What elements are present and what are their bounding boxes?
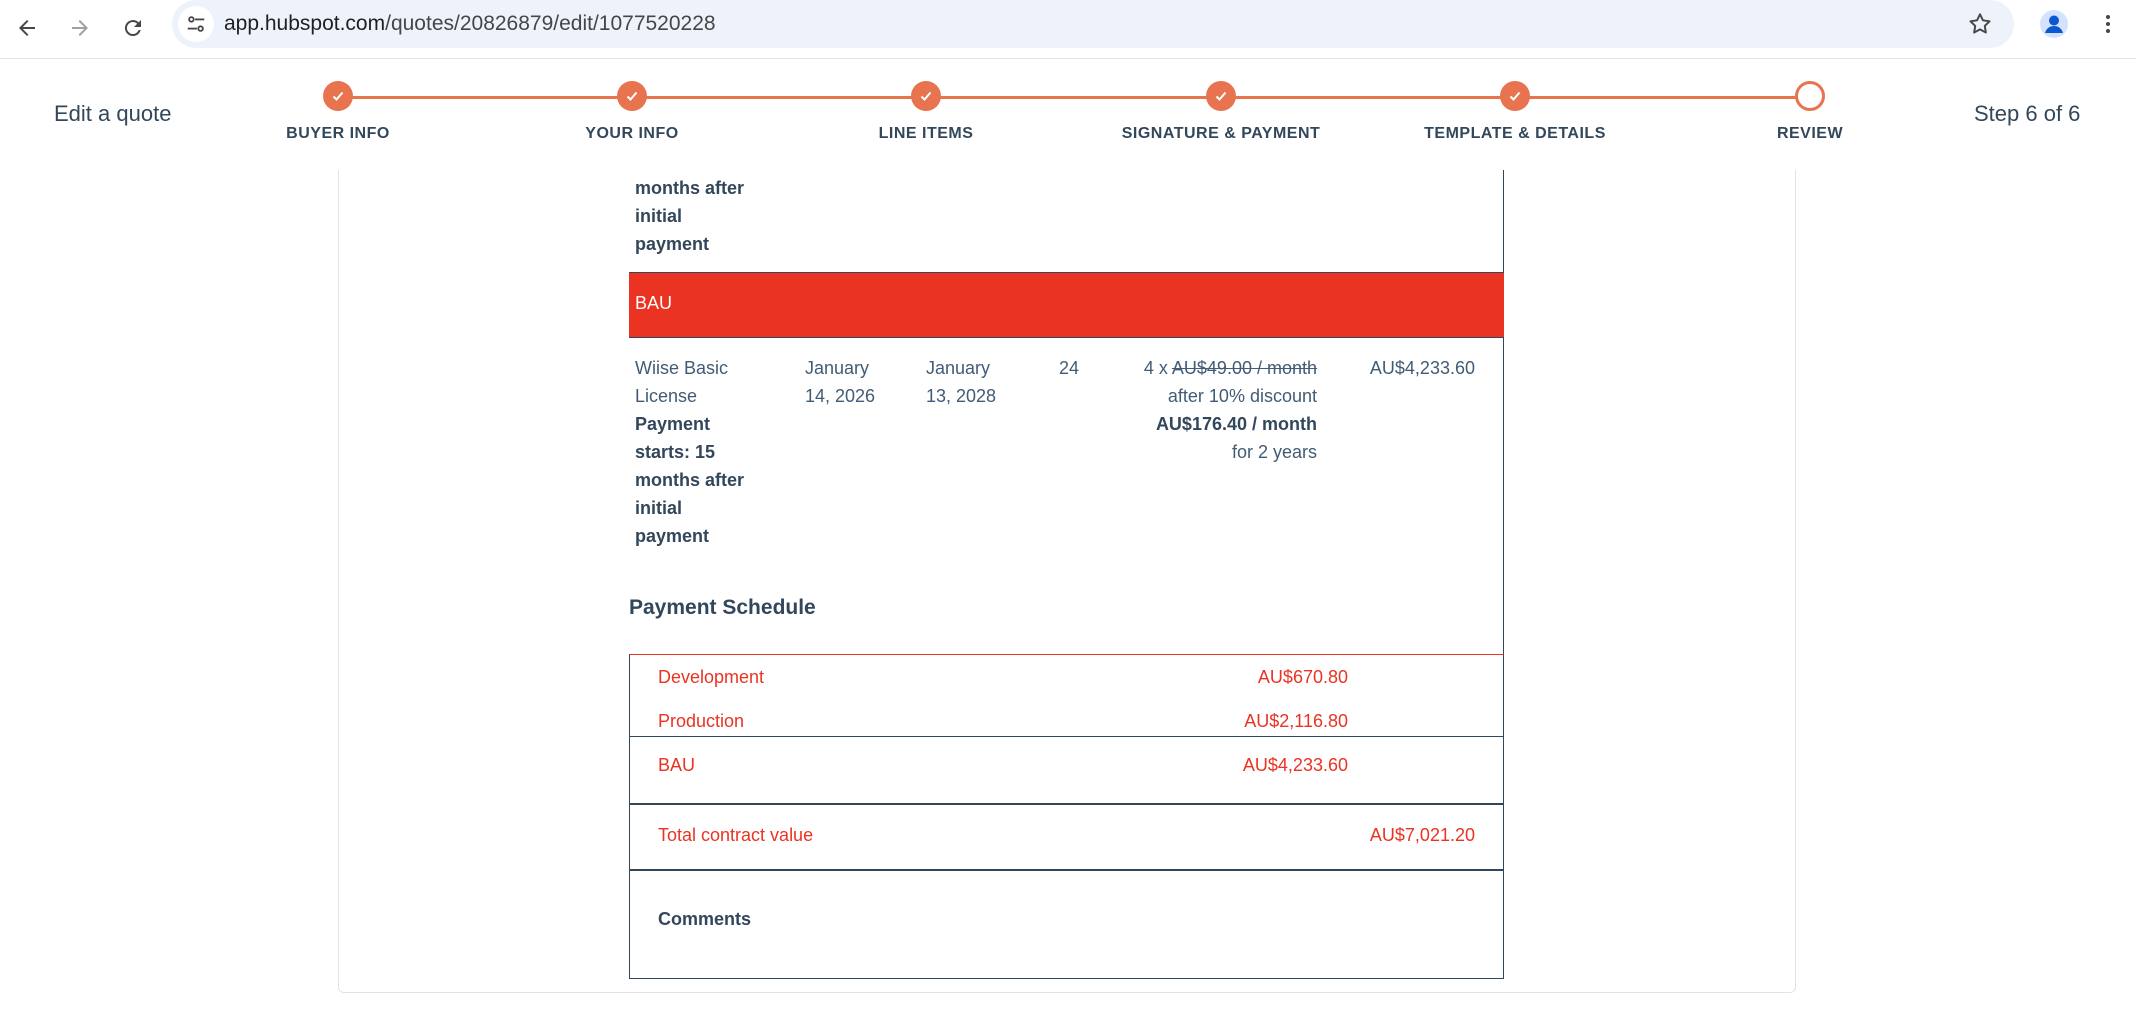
step-review[interactable] (1690, 81, 1930, 143)
reload-icon (121, 16, 145, 40)
star-icon (1967, 11, 1993, 37)
discounted-price: AU$176.40 / month (1155, 414, 1317, 434)
total-label: Total contract value (658, 825, 814, 845)
total-amount: AU$7,021.20 (1369, 825, 1475, 845)
step-buyer-info[interactable] (218, 81, 458, 143)
unit-price-details (1017, 354, 1317, 466)
comments-section (629, 871, 1504, 979)
payment-start-note: months after initial payment (635, 178, 745, 254)
profile-button[interactable] (2036, 6, 2072, 42)
start-date: January 14, 2026 (805, 358, 876, 406)
payment-schedule-row: BAU AU$4,233.60 (658, 755, 1348, 775)
url-host: app.hubspot.com (224, 12, 386, 35)
url-text[interactable] (224, 10, 716, 38)
quote-stepper-header (0, 59, 2136, 169)
step-template-details[interactable] (1395, 81, 1635, 143)
step-complete-dot (617, 81, 647, 111)
site-info-button[interactable] (178, 6, 214, 42)
site-settings-icon (185, 13, 207, 35)
total-contract-value-row (629, 805, 1504, 871)
discount-note: after 10% discount (1167, 386, 1317, 406)
forward-button[interactable] (61, 9, 99, 47)
step-your-info[interactable] (512, 81, 752, 143)
back-button[interactable] (8, 9, 46, 47)
quantity-and-original-price: 4 x AU$49.00 / month (1143, 358, 1317, 378)
step-line-items[interactable] (806, 81, 1046, 143)
step-label: SIGNATURE & PAYMENT (1121, 125, 1321, 142)
step-label: TEMPLATE & DETAILS (1424, 125, 1606, 142)
checkmark-icon (625, 89, 639, 103)
checkmark-icon (1508, 89, 1522, 103)
end-date: January 13, 2028 (926, 358, 997, 406)
previous-line-item (629, 170, 1504, 272)
payment-schedule-table (629, 654, 1504, 805)
line-item-group-header (629, 272, 1504, 338)
profile-icon (2039, 9, 2069, 39)
bookmark-button[interactable] (1962, 6, 1998, 42)
step-signature-payment[interactable] (1101, 81, 1341, 143)
product-name: Wiise Basic License (635, 358, 729, 406)
step-complete-dot (1500, 81, 1530, 111)
step-label: LINE ITEMS (878, 125, 974, 142)
payment-schedule-title: Payment Schedule (629, 596, 816, 619)
line-item-total: AU$4,233.60 (1369, 358, 1475, 378)
reload-button[interactable] (114, 9, 152, 47)
step-counter: Step 6 of 6 (1974, 101, 2081, 126)
forward-arrow-icon (68, 16, 92, 40)
payment-start-note: Payment starts: 15 months after initial payment (635, 414, 745, 546)
step-complete-dot (911, 81, 941, 111)
checkmark-icon (1214, 89, 1228, 103)
payment-schedule-row: Development AU$670.80 (658, 667, 1348, 687)
group-name: BAU (635, 293, 673, 313)
step-complete-dot (1206, 81, 1236, 111)
checkmark-icon (331, 89, 345, 103)
step-complete-dot (323, 81, 353, 111)
step-label: REVIEW (1776, 125, 1844, 142)
original-price: AU$49.00 / month (1171, 358, 1317, 378)
comments-label: Comments (658, 909, 752, 929)
url-path: /quotes/20826879/edit/1077520228 (385, 12, 716, 35)
payment-schedule-row: Production AU$2,116.80 (658, 711, 1348, 731)
billing-duration: for 2 years (1231, 442, 1317, 462)
checkmark-icon (919, 89, 933, 103)
browser-menu-button[interactable] (2090, 6, 2126, 42)
term-months: 24 (1059, 358, 1080, 378)
step-current-dot (1795, 81, 1825, 111)
step-label: YOUR INFO (585, 125, 679, 142)
page-title: Edit a quote (54, 101, 172, 126)
step-label: BUYER INFO (286, 125, 390, 142)
browser-toolbar (0, 0, 2136, 59)
back-arrow-icon (15, 16, 39, 40)
more-vertical-icon (2096, 12, 2120, 36)
